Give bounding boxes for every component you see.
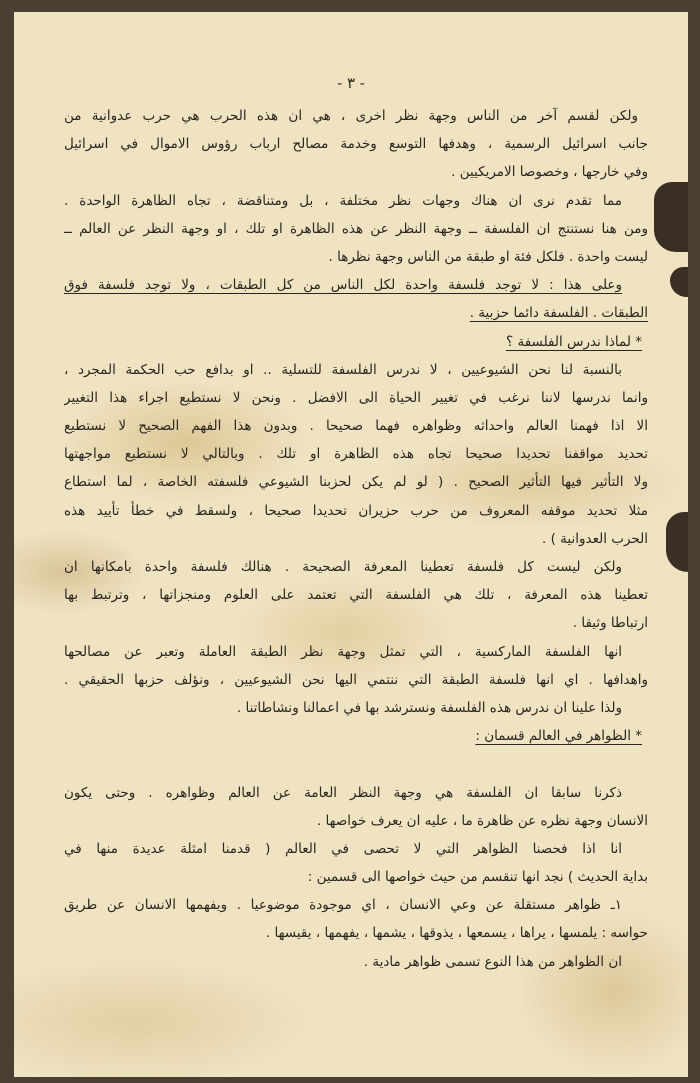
text-line: وعلى هذا : لا توجد فلسفة واحدة لكل الناس من كل الطبقات ، ولا توجد فلسفة فوق (64, 277, 622, 294)
text-line: تعطينا هذه المعرفة ، تلك هي الفلسفة التي تعتمد على العلوم ومنجزاتها ، وترتبط بها (64, 587, 648, 604)
text-line: الحرب العدوانية ) . (542, 530, 648, 547)
text-line: ولكن ليست كل فلسفة تعطينا المعرفة الصحيحة . هنالك فلسفة واحدة بامكانها ان (64, 559, 622, 575)
text-line: مما تقدم نرى ان هناك وجهات نظر مختلفة ، بل ومتناقضة ، تجاه الظاهرة الواحدة . (64, 192, 622, 209)
text-line: جانب اسرائيل الرسمية ، وهدفها التوسع وخدمة مصالح ارباب رؤوس الاموال في اسرائيل (64, 136, 648, 153)
edge-stain (654, 182, 688, 252)
text-line: ولكن لقسم آخر من الناس وجهة نظر اخرى ، هي ان هذه الحرب هي حرب عدوانية من (64, 108, 638, 124)
text-line: الانسان وجهة نظره عن ظاهرة ما ، عليه ان يعرف خواصها . (316, 812, 648, 829)
text-line: ليست واحدة . فلكل فئة او طبقة من الناس وجهة نظرها . (328, 248, 648, 265)
text-line: انها الفلسفة الماركسية ، التي تمثل وجهة نظر الطبقة العاملة وتعبر عن مصالحها (64, 643, 622, 660)
text-line: واهدافها . اي انها فلسفة الطبقة التي ننتمي اليها نحن الشيوعيين ، ونؤلف حزبها الحقيقي . (64, 671, 648, 688)
text-line: * الظواهر في العالم قسمان : (475, 728, 642, 745)
text-line: ان الظواهر من هذا النوع تسمى ظواهر مادية . (363, 953, 622, 970)
text-line: بداية الحديث ) نجد انها تنقسم من حيث خواصها الى قسمين : (307, 869, 648, 886)
page-number: - ٣ - (337, 74, 365, 92)
text-line: حواسه : يلمسها ، يراها ، يسمعها ، يذوقها ، يشمها ، يفهمها ، يقيسها . (265, 925, 648, 942)
edge-stain (666, 512, 688, 572)
text-line: * لماذا ندرس الفلسفة ؟ (506, 333, 642, 350)
text-line: الطبقات . الفلسفة دائما حزبية . (469, 305, 648, 322)
document-page (14, 12, 688, 1077)
body-text (64, 102, 648, 976)
text-line: وانما ندرسها لاننا نرغب في تغيير الحياة الى الافضل . ونحن لا نستطيع اجراء هذا التغيير (64, 389, 648, 406)
text-line: مثلا تحديد موقفه المعروف من حرب حزيران تحديدا صحيحا ، ولسقط في خطأ تأييد هذه (64, 502, 648, 519)
text-line: وفي خارجها ، وخصوصا الامريكيين . (451, 164, 648, 181)
text-line: بالنسبة لنا نحن الشيوعيين ، لا ندرس الفلسفة للتسلية .. او بدافع حب الحكمة المجرد ، (64, 361, 622, 378)
text-line: تحديد مواقفنا تحديدا صحيحا تجاه هذه الظاهرة او تلك . وبالتالي لا نستطيع مواجهتها (64, 446, 648, 463)
text-line: ومن هنا نستنتج ان الفلسفة ــ وجهة النظر عن هذه الظاهرة او تلك ، او وجهة النظر عن العالم ــ (64, 220, 648, 237)
text-line: ولذا علينا ان ندرس هذه الفلسفة ونسترشد بها في اعمالنا ونشاطاتنا . (236, 699, 622, 716)
text-line: الا اذا فهمنا العالم واحداثه وظواهره فهما صحيحا . وبدون هذا الفهم الصحيح لا نستطيع (64, 418, 648, 435)
text-line: ارتباطا وثيقا . (572, 615, 648, 632)
text-line (64, 750, 648, 778)
text-line: انا اذا فحصنا الظواهر التي لا تحصى في العالم ( قدمنا امثلة عديدة منها في (64, 840, 622, 857)
text-line: ولا التأثير فيها التأثير الصحيح . ( لو لم يكن لحزبنا الشيوعي فلسفته الخاصة ، لما استطاع (64, 474, 648, 491)
text-line: ذكرنا سابقا ان الفلسفة هي وجهة النظر العامة عن العالم وظواهره . وحتى يكون (64, 784, 622, 801)
text-line: ١ـ ظواهر مستقلة عن وعي الانسان ، اي موجودة موضوعيا . ويفهمها الانسان عن طريق (64, 897, 622, 914)
edge-stain (670, 267, 688, 297)
